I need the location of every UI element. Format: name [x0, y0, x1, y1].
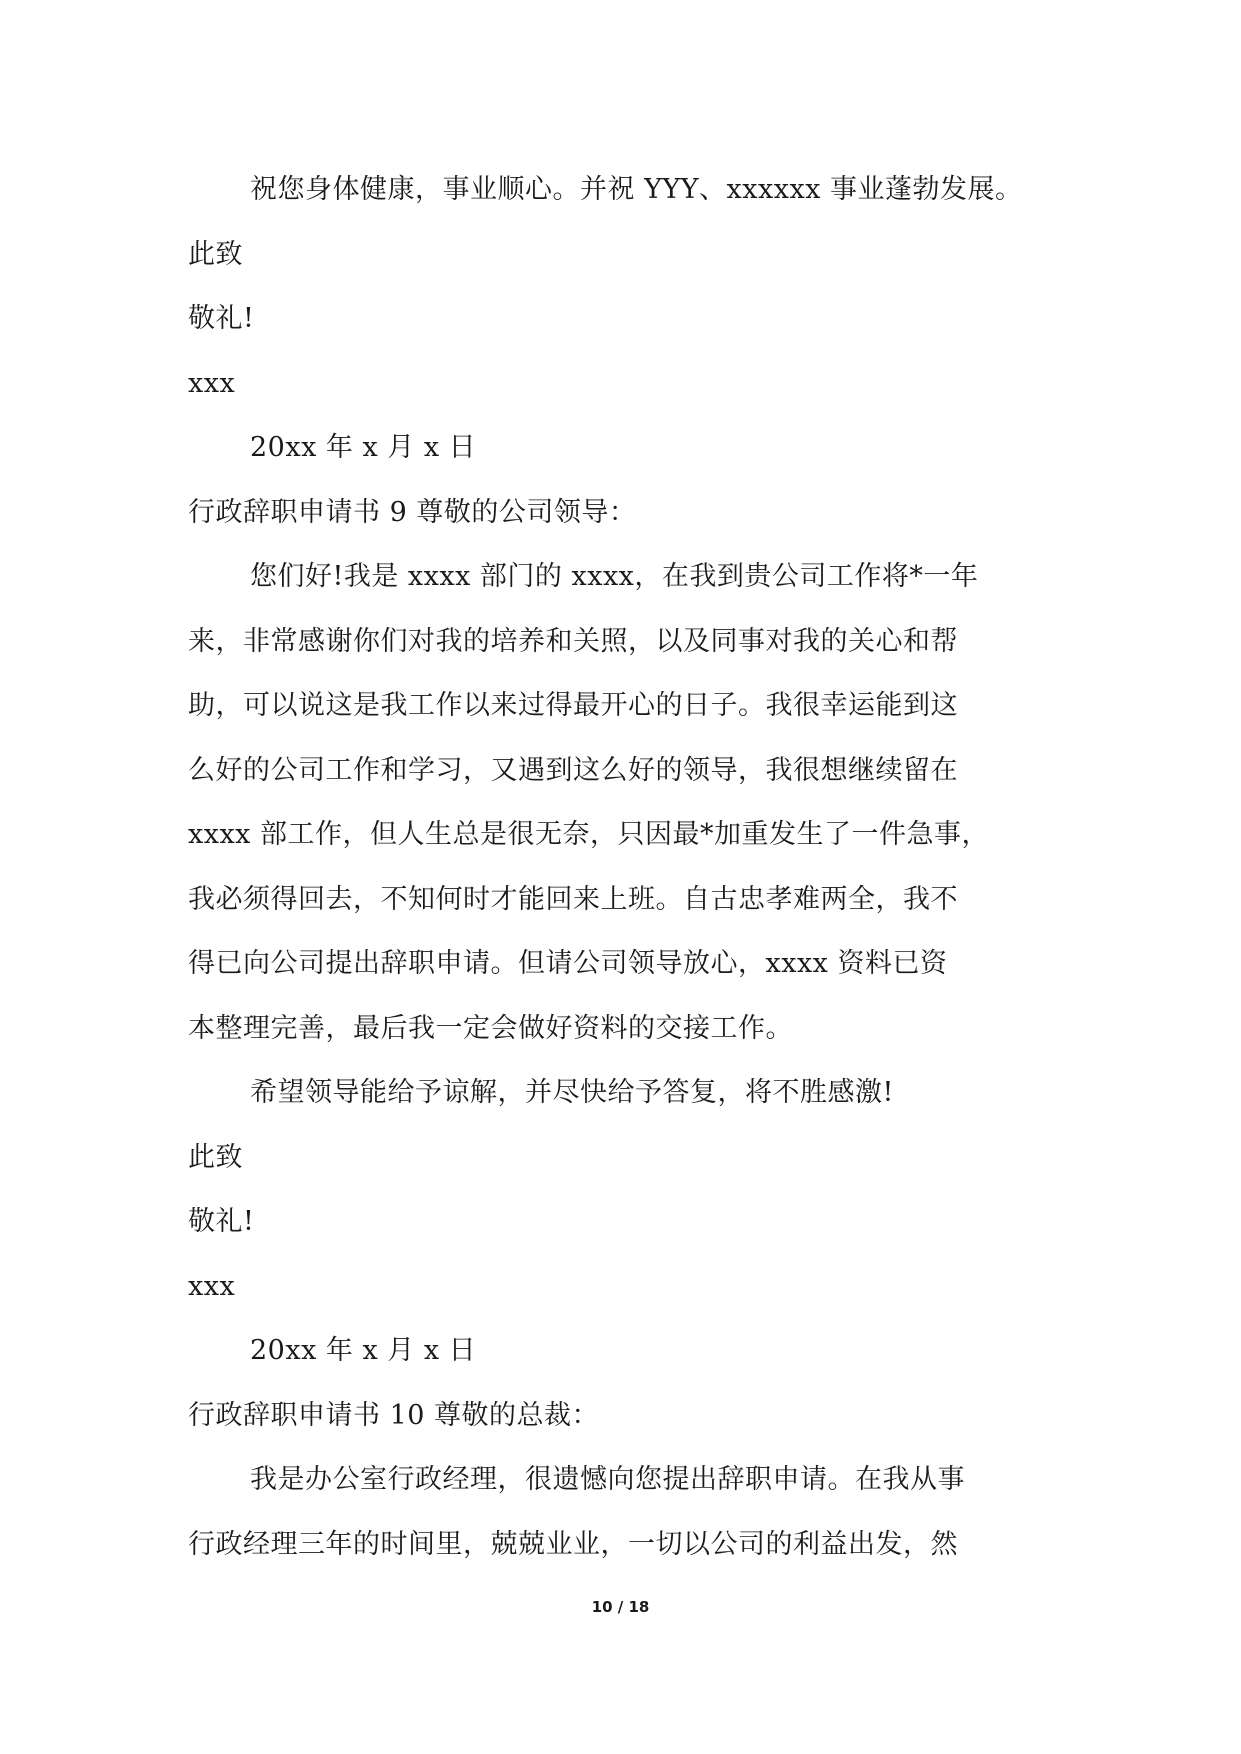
text-line: 本整理完善，最后我一定会做好资料的交接工作。 — [188, 1012, 793, 1044]
text-line: 来，非常感谢你们对我的培养和关照，以及同事对我的关心和帮 — [188, 625, 958, 657]
page-number: 10 / 18 — [591, 1598, 650, 1616]
text-line: 希望领导能给予谅解，并尽快给予答复，将不胜感激! — [250, 1077, 894, 1108]
text-line: 您们好!我是 xxxx 部门的 xxxx，在我到贵公司工作将*一年 — [250, 561, 979, 592]
text-line: 我是办公室行政经理，很遗憾向您提出辞职申请。在我从事 — [250, 1464, 965, 1495]
text-line: 么好的公司工作和学习，又遇到这么好的领导，我很想继续留在 — [188, 754, 958, 786]
text-line: 祝您身体健康，事业顺心。并祝 YYY、xxxxxx 事业蓬勃发展。 — [250, 174, 1023, 205]
text-line: 敬礼! — [188, 1206, 255, 1237]
text-line: 行政辞职申请书 10 尊敬的总裁： — [188, 1399, 600, 1431]
text-line: 此致 — [188, 1141, 243, 1173]
text-line: 20xx 年 x 月 x 日 — [250, 1335, 477, 1366]
text-line: 助，可以说这是我工作以来过得最开心的日子。我很幸运能到这 — [188, 690, 958, 721]
text-line: 20xx 年 x 月 x 日 — [250, 432, 477, 463]
document-body — [188, 158, 1088, 1577]
text-line: xxxx 部工作，但人生总是很无奈，只因最*加重发生了一件急事， — [188, 819, 989, 850]
text-line: 敬礼! — [188, 303, 255, 334]
text-line: 行政辞职申请书 9 尊敬的公司领导： — [188, 496, 637, 528]
text-line: 得已向公司提出辞职申请。但请公司领导放心，xxxx 资料已资 — [188, 948, 948, 979]
text-line: xxx — [188, 367, 236, 399]
text-line: xxx — [188, 1270, 236, 1302]
text-line: 我必须得回去，不知何时才能回来上班。自古忠孝难两全，我不 — [188, 883, 958, 915]
text-line: 行政经理三年的时间里，兢兢业业，一切以公司的利益出发，然 — [188, 1528, 958, 1560]
text-line: 此致 — [188, 238, 243, 270]
